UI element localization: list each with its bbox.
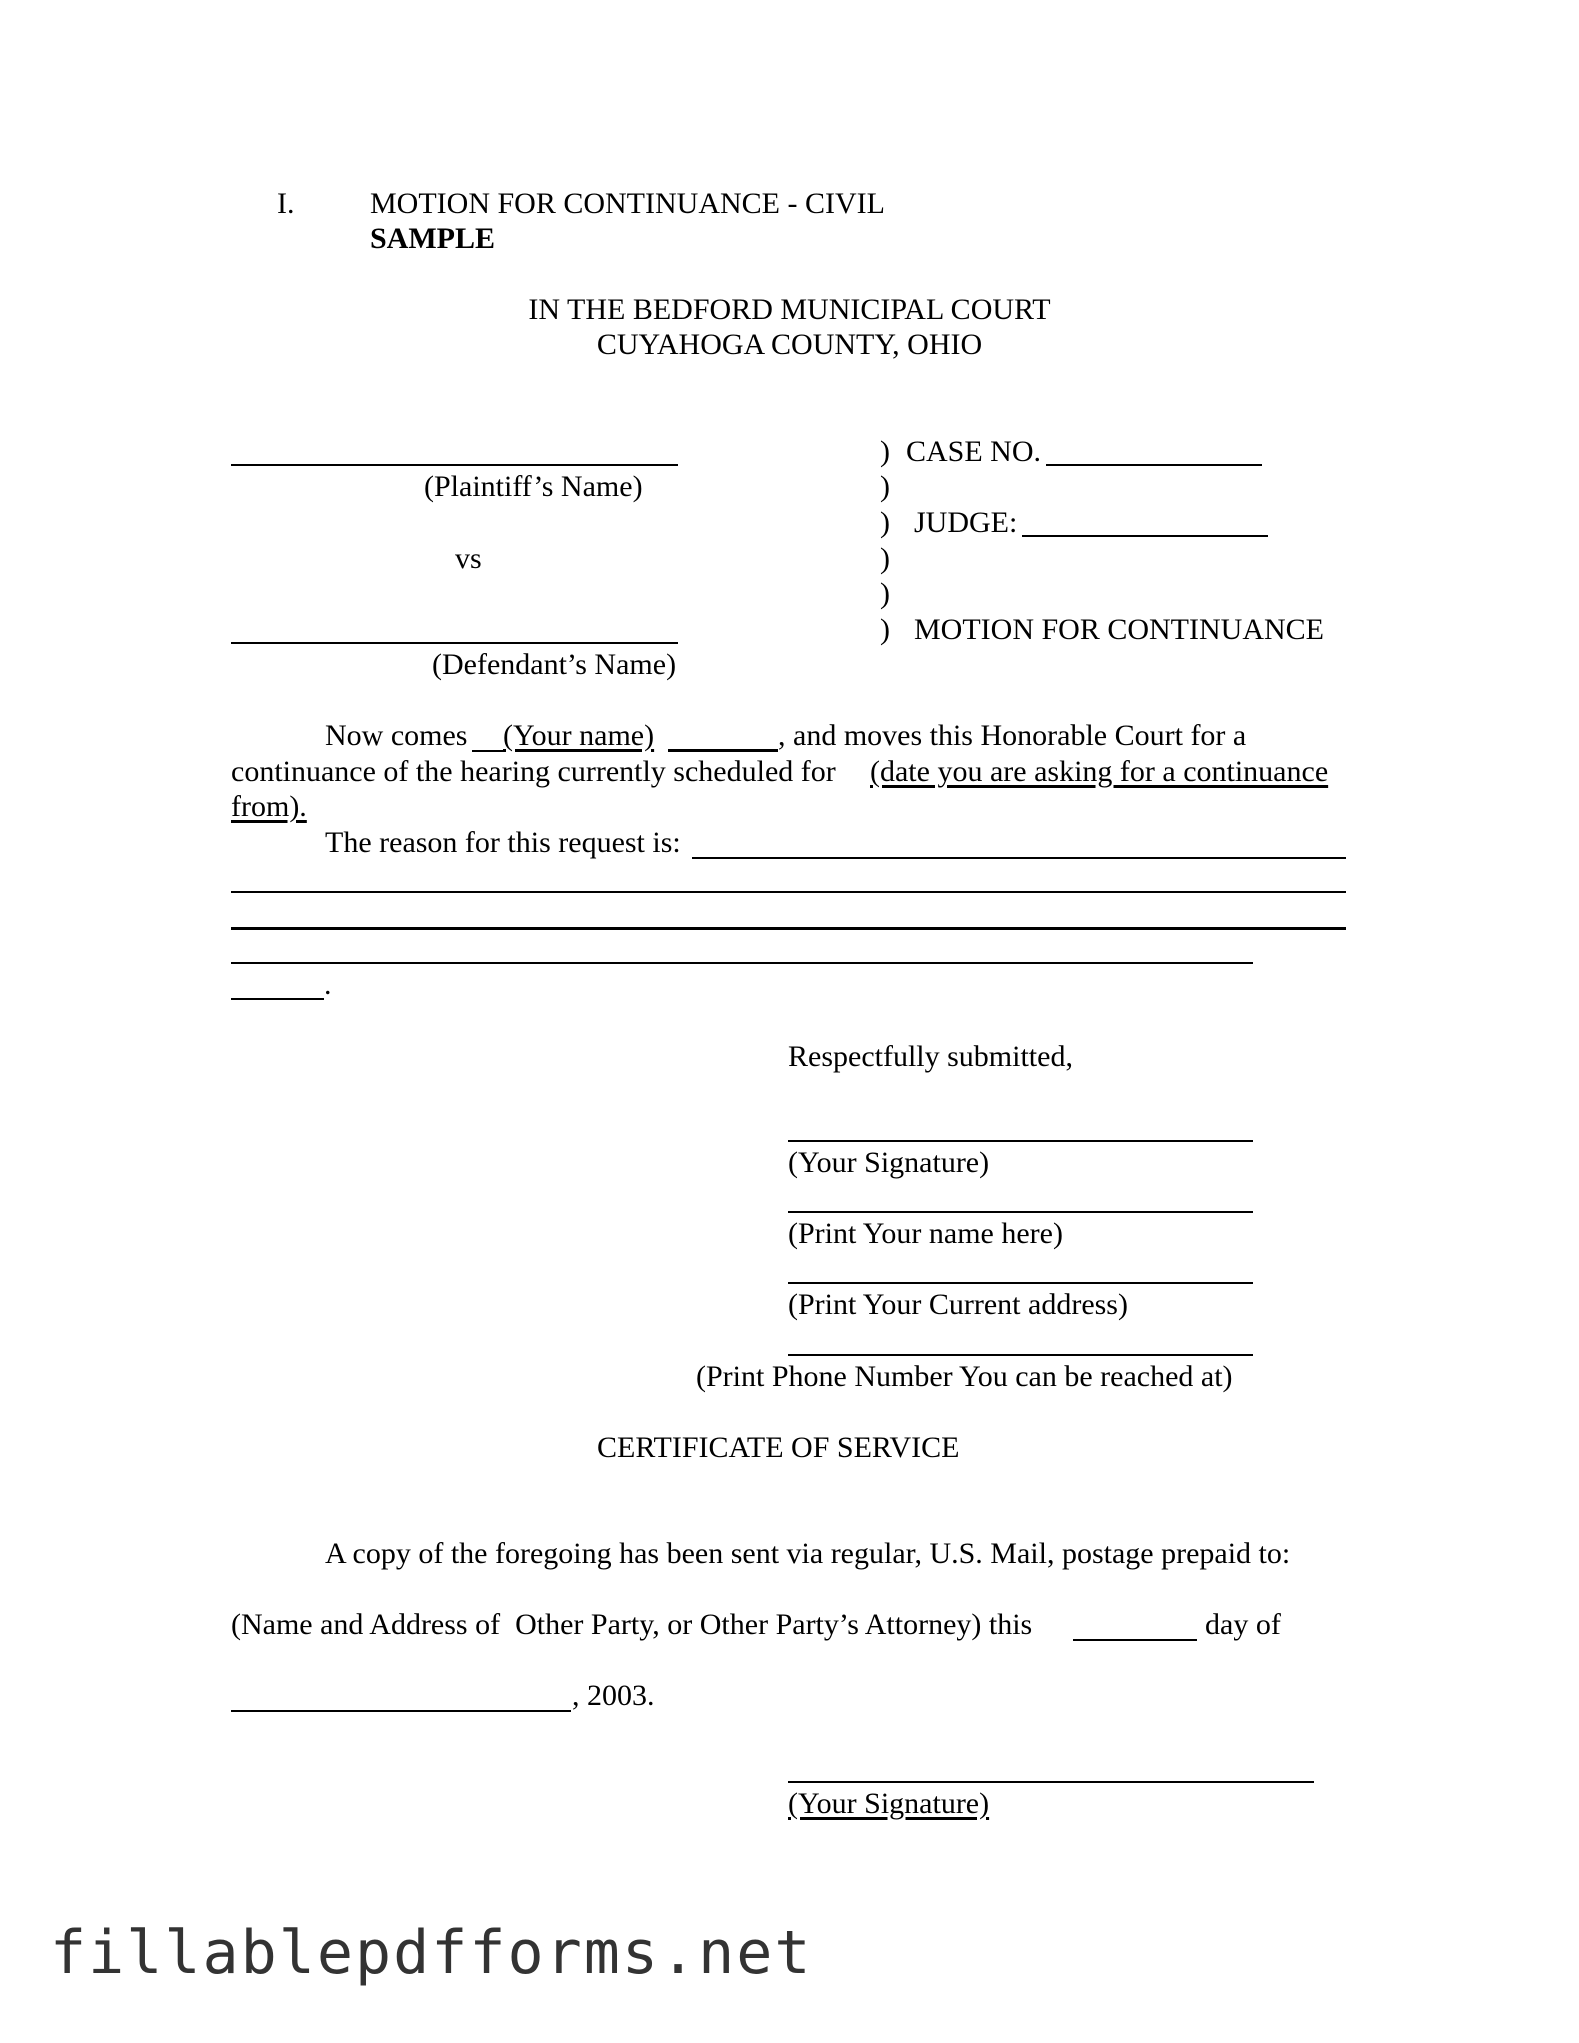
- signature-line[interactable]: [788, 1140, 1253, 1142]
- caption-paren: ): [880, 577, 890, 610]
- court-name: IN THE BEDFORD MUNICIPAL COURT: [528, 293, 1051, 326]
- plaintiff-name-line[interactable]: [231, 464, 678, 466]
- reason-line-1[interactable]: [692, 857, 1346, 859]
- reason-period: .: [324, 968, 332, 1001]
- motion-title: MOTION FOR CONTINUANCE: [914, 613, 1324, 646]
- court-county: CUYAHOGA COUNTY, OHIO: [596, 328, 983, 361]
- day-line[interactable]: [1073, 1639, 1197, 1641]
- your-name-field[interactable]: (Your name): [503, 719, 655, 752]
- print-name-label: (Print Your name here): [788, 1217, 1063, 1250]
- phone-label: (Print Phone Number You can be reached at): [696, 1360, 1233, 1393]
- defendant-name-line[interactable]: [231, 642, 678, 644]
- caption-paren: ): [880, 470, 890, 503]
- judge-line[interactable]: [1022, 535, 1268, 537]
- phone-line[interactable]: [788, 1354, 1253, 1356]
- name-address-text: (Name and Address of Other Party, or Other Party’s Attorney) this: [231, 1608, 1033, 1641]
- watermark: fillablepdfforms.net: [50, 1918, 813, 1988]
- document-title: MOTION FOR CONTINUANCE - CIVIL: [370, 187, 885, 220]
- reason-line-4[interactable]: [231, 962, 1253, 964]
- year-text: , 2003.: [572, 1679, 655, 1712]
- certificate-signature-label: (Your Signature): [788, 1787, 990, 1820]
- day-of-text: day of: [1205, 1608, 1281, 1641]
- print-name-line[interactable]: [788, 1211, 1253, 1213]
- reason-line-5[interactable]: [231, 998, 324, 1000]
- plaintiff-label: (Plaintiff’s Name): [424, 470, 643, 503]
- your-name-underline-lead: [472, 750, 506, 752]
- now-comes-text: Now comes: [325, 719, 468, 752]
- caption-paren: ): [880, 506, 890, 539]
- your-name-underline-trail: [668, 749, 778, 752]
- sample-label: SAMPLE: [370, 222, 496, 255]
- certificate-signature-line[interactable]: [788, 1781, 1314, 1783]
- caption-paren: ): [880, 613, 890, 646]
- month-line[interactable]: [231, 1710, 571, 1712]
- reason-line-3[interactable]: [231, 927, 1346, 930]
- moves-text: , and moves this Honorable Court for a: [778, 719, 1247, 752]
- reason-line-2[interactable]: [231, 891, 1346, 893]
- judge-label: JUDGE:: [914, 506, 1018, 539]
- caption-paren: ): [880, 435, 890, 468]
- defendant-label: (Defendant’s Name): [432, 648, 677, 681]
- respectfully-submitted: Respectfully submitted,: [788, 1040, 1073, 1073]
- section-number: I.: [277, 187, 295, 220]
- continuance-text: continuance of the hearing currently scheduled for: [231, 755, 836, 788]
- case-no-line[interactable]: [1046, 464, 1262, 466]
- address-line[interactable]: [788, 1282, 1253, 1284]
- vs-label: vs: [455, 542, 482, 575]
- reason-label: The reason for this request is:: [325, 826, 681, 859]
- date-field[interactable]: (date you are asking for a continuance: [870, 755, 1329, 788]
- certificate-title: CERTIFICATE OF SERVICE: [597, 1431, 960, 1464]
- case-no-label: CASE NO.: [906, 435, 1042, 468]
- address-label: (Print Your Current address): [788, 1288, 1128, 1321]
- date-field-continued[interactable]: from).: [231, 790, 307, 823]
- signature-label: (Your Signature): [788, 1146, 990, 1179]
- copy-text: A copy of the foregoing has been sent via regular, U.S. Mail, postage prepaid to:: [325, 1537, 1291, 1570]
- caption-paren: ): [880, 542, 890, 575]
